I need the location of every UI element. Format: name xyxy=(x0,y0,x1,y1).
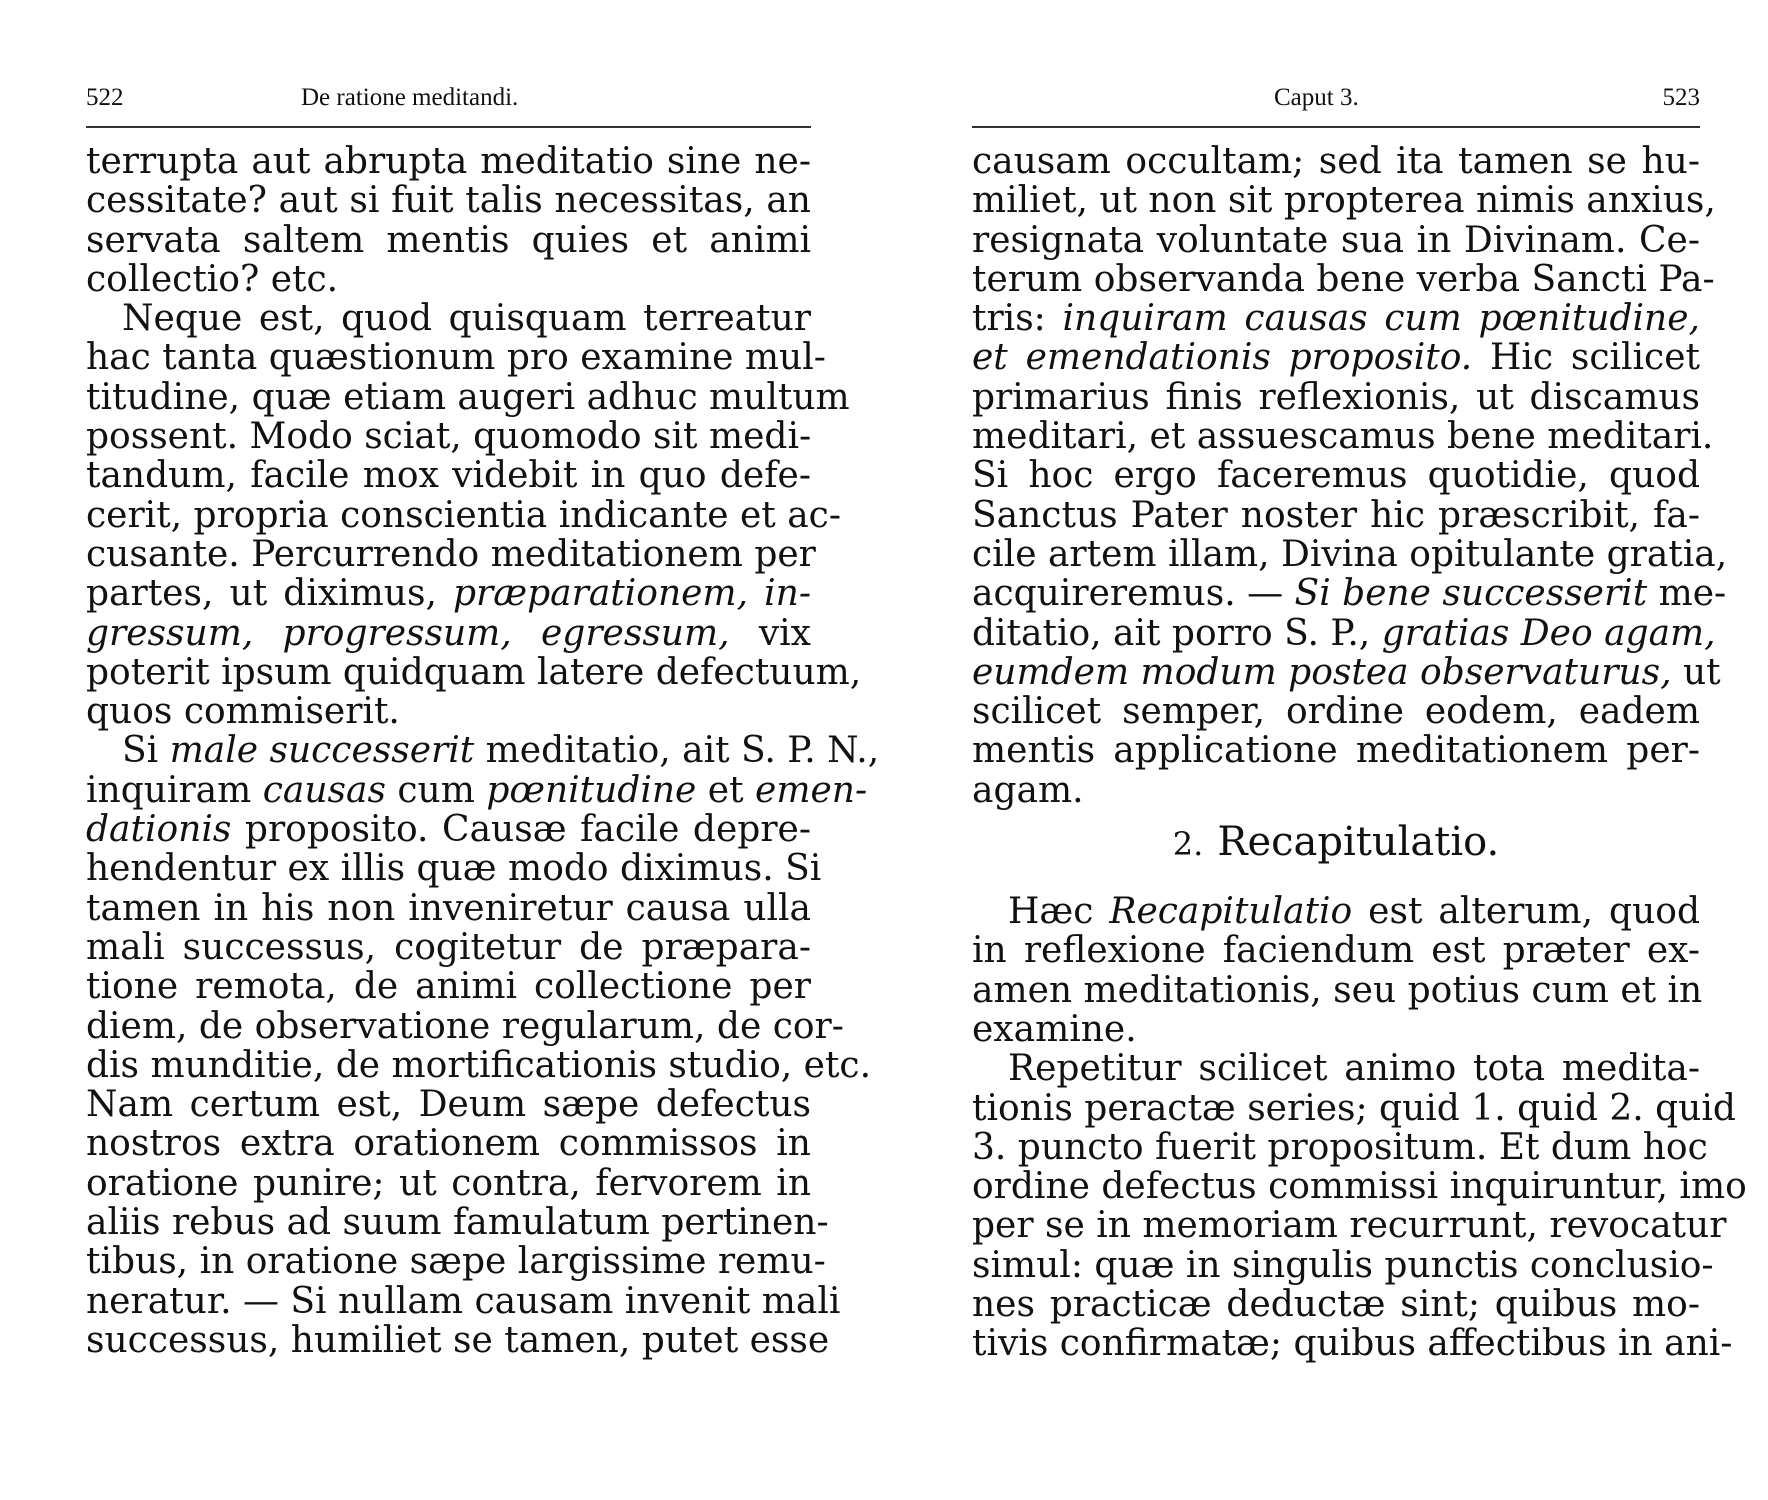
text-segment: est alterum, quod xyxy=(1352,891,1700,933)
text-segment: in reflexione faciendum est præter ex- xyxy=(972,930,1700,972)
text-line xyxy=(972,378,1700,417)
text-segment: scilicet semper, ordine eodem, eadem xyxy=(972,691,1700,733)
text-line xyxy=(86,533,816,575)
text-line xyxy=(972,692,1700,731)
page-number: 523 xyxy=(1662,84,1700,111)
text-line xyxy=(86,730,880,772)
text-segment: collectio? etc. xyxy=(86,258,339,300)
text-segment: tione remota, de animi collectione per xyxy=(86,966,811,1008)
text-segment: Sanctus Pater noster hic præscribit, fa- xyxy=(972,494,1700,536)
text-segment: Si hoc ergo faceremus quotidie, quod xyxy=(972,455,1700,497)
text-line xyxy=(86,1202,829,1244)
text-segment: mentis applicatione meditationem per- xyxy=(972,730,1700,772)
text-segment: primarius finis reflexionis, ut discamus xyxy=(972,376,1700,418)
text-line xyxy=(86,181,811,220)
text-segment: poterit ipsum quidquam latere defectuum, xyxy=(86,651,862,693)
text-line xyxy=(972,299,1700,338)
right-text-block xyxy=(972,141,1747,1365)
italic-text: gratias Deo agam, xyxy=(1381,612,1716,654)
text-line xyxy=(86,1319,830,1361)
text-line xyxy=(86,848,822,890)
section-heading xyxy=(972,810,1700,892)
text-line xyxy=(86,1044,872,1086)
text-segment: Hæc xyxy=(1008,891,1110,933)
running-head xyxy=(86,78,811,118)
text-line xyxy=(86,810,811,849)
text-segment: per se in memoriam recurrunt, revocatur xyxy=(972,1205,1727,1247)
text-line xyxy=(86,299,811,338)
text-segment: tibus, in oratione sæpe largissime remu- xyxy=(86,1241,826,1283)
text-segment: mali successus, cogitetur de præpara- xyxy=(86,926,811,968)
text-line xyxy=(86,456,811,495)
text-line xyxy=(972,338,1700,377)
text-segment: causam occultam; sed ita tamen se hu- xyxy=(972,141,1700,182)
text-segment: nostros extra orationem commissos in xyxy=(86,1123,811,1165)
text-line xyxy=(86,889,811,928)
text-segment: diem, de observatione regularum, de cor- xyxy=(86,1005,844,1047)
text-segment: amen meditationis, seu potius cum et in xyxy=(972,969,1703,1011)
text-segment: proposito. Causæ facile depre- xyxy=(231,809,811,851)
text-line xyxy=(86,1164,811,1203)
text-segment: me- xyxy=(1647,573,1727,615)
right-page xyxy=(972,78,1747,1365)
text-line xyxy=(972,573,1727,615)
page-number: 522 xyxy=(86,84,124,111)
text-segment: dis munditie, de mortificationis studio, etc. xyxy=(86,1044,872,1086)
text-segment: quos commiserit. xyxy=(86,691,400,733)
text-segment: cerit, propria conscientia indicante et ac- xyxy=(86,494,841,536)
header-rule xyxy=(972,126,1700,128)
text-line xyxy=(86,221,811,260)
italic-text: et emendationis proposito. xyxy=(972,337,1473,379)
text-segment: tivis confirmatæ; quibus affectibus in ani- xyxy=(972,1323,1733,1365)
italic-text: Recapitulatio xyxy=(1109,891,1353,933)
text-line xyxy=(972,1166,1747,1208)
text-line xyxy=(972,1010,1700,1049)
text-segment: cum xyxy=(385,769,487,811)
text-segment: tamen in his non inveniretur causa ulla xyxy=(86,887,811,929)
text-line xyxy=(86,928,811,967)
text-line xyxy=(86,614,811,653)
text-segment: hendentur ex illis quæ modo diximus. Si xyxy=(86,848,822,890)
text-segment: meditari, et assuescamus bene meditari. xyxy=(972,416,1714,458)
text-segment: aliis rebus ad suum famulatum pertinen- xyxy=(86,1202,829,1244)
text-line xyxy=(972,142,1700,181)
running-head xyxy=(972,78,1700,118)
text-line xyxy=(86,967,811,1006)
text-line xyxy=(972,1244,1714,1286)
text-line xyxy=(972,1323,1733,1365)
text-segment: hac tanta quæstionum pro examine mul- xyxy=(86,337,826,379)
running-title: De ratione meditandi. xyxy=(301,84,519,111)
italic-text: præparationem, in- xyxy=(453,573,811,615)
left-text-block xyxy=(86,141,880,1361)
text-segment: tandum, facile mox videbit in quo defe- xyxy=(86,455,811,497)
text-line xyxy=(972,1087,1736,1129)
text-line xyxy=(86,337,826,379)
text-line xyxy=(86,651,862,693)
italic-text: gressum, progressum, egressum, xyxy=(86,612,730,654)
text-segment: Repetitur scilicet animo tota medita- xyxy=(1008,1048,1700,1090)
text-line xyxy=(972,180,1716,222)
text-segment: acquireremus. — xyxy=(972,573,1295,615)
text-segment: successus, humiliet se tamen, putet esse xyxy=(86,1319,830,1361)
text-line xyxy=(86,1280,841,1322)
text-segment: oratione punire; ut contra, fervorem in xyxy=(86,1162,811,1204)
text-line xyxy=(86,692,811,731)
text-segment: ordine defectus commissi inquiruntur, imo xyxy=(972,1166,1747,1208)
text-line xyxy=(86,142,811,181)
text-segment: resignata voluntate sua in Divinam. Ce- xyxy=(972,219,1700,261)
text-line xyxy=(972,931,1700,970)
text-line xyxy=(86,1005,844,1047)
text-segment: ditatio, ait porro S. P., xyxy=(972,612,1382,654)
italic-text: causas xyxy=(262,769,386,811)
text-segment: vix xyxy=(729,612,811,654)
italic-text: pœnitudine xyxy=(486,769,697,811)
text-line xyxy=(972,496,1700,535)
text-segment: meditatio, ait S. P. N., xyxy=(474,730,880,772)
section-title: Recapitulatio. xyxy=(1217,819,1500,866)
text-segment: 3. puncto fuerit propositum. Et dum hoc xyxy=(972,1126,1708,1168)
header-rule xyxy=(86,126,811,128)
text-segment: Si xyxy=(122,730,170,772)
text-segment: cusante. Percurrendo meditationem per xyxy=(86,533,816,575)
section-number: 2. xyxy=(1172,825,1204,864)
text-line xyxy=(972,416,1714,458)
text-line xyxy=(86,376,850,418)
text-segment: et xyxy=(696,769,756,811)
text-segment: ut xyxy=(1671,651,1721,693)
italic-text: Si bene successerit xyxy=(1294,573,1648,615)
left-page xyxy=(86,78,880,1361)
text-segment: agam. xyxy=(972,769,1084,811)
text-segment: possent. Modo sciat, quomodo sit medi- xyxy=(86,416,812,458)
text-segment: examine. xyxy=(972,1008,1137,1050)
text-line xyxy=(972,221,1700,260)
text-line xyxy=(972,1205,1727,1247)
text-line xyxy=(86,769,868,811)
text-line xyxy=(972,771,1700,810)
text-line xyxy=(972,1049,1700,1088)
text-segment: terrupta aut abrupta meditatio sine ne- xyxy=(86,141,811,182)
text-line xyxy=(972,651,1721,693)
text-line xyxy=(972,892,1700,931)
text-segment: terum observanda bene verba Sancti Pa- xyxy=(972,258,1715,300)
text-segment: partes, ut diximus, xyxy=(86,573,454,615)
text-segment: Hic scilicet xyxy=(1472,337,1700,379)
italic-text: inquiram causas cum pœnitudine, xyxy=(1062,298,1700,340)
text-line xyxy=(972,1126,1708,1168)
text-segment: inquiram xyxy=(86,769,263,811)
text-segment: miliet, ut non sit propterea nimis anxius, xyxy=(972,180,1716,222)
italic-text: eumdem modum postea observaturus, xyxy=(972,651,1672,693)
text-line xyxy=(972,533,1728,575)
text-segment: titudine, quæ etiam augeri adhuc multum xyxy=(86,376,850,418)
text-segment: tionis peractæ series; quid 1. quid 2. quid xyxy=(972,1087,1736,1129)
text-line xyxy=(86,1124,811,1163)
text-line xyxy=(972,969,1703,1011)
text-line xyxy=(972,258,1715,300)
text-segment: Neque est, quod quisquam terreatur xyxy=(122,298,811,340)
text-line xyxy=(972,731,1700,770)
text-line xyxy=(86,1085,811,1124)
italic-text: dationis xyxy=(86,809,232,851)
italic-text: emen- xyxy=(755,769,868,811)
text-line xyxy=(86,1241,826,1283)
text-line xyxy=(972,1285,1700,1324)
italic-text: male successerit xyxy=(169,730,475,772)
text-segment: servata saltem mentis quies et animi xyxy=(86,219,811,261)
text-segment: neratur. — Si nullam causam invenit mali xyxy=(86,1280,841,1322)
text-segment: simul: quæ in singulis punctis conclusio- xyxy=(972,1244,1714,1286)
text-line xyxy=(86,260,811,299)
text-line xyxy=(972,612,1716,654)
text-line xyxy=(86,417,811,456)
text-segment: nes practicæ deductæ sint; quibus mo- xyxy=(972,1284,1700,1326)
text-segment: cile artem illam, Divina opitulante gratia, xyxy=(972,533,1728,575)
text-line xyxy=(86,494,841,536)
text-segment: Nam certum est, Deum sæpe defectus xyxy=(86,1084,811,1126)
text-line xyxy=(972,456,1700,495)
running-title: Caput 3. xyxy=(1274,84,1359,111)
text-segment: tris: xyxy=(972,298,1063,340)
text-line xyxy=(86,574,811,613)
text-segment: cessitate? aut si fuit talis necessitas, an xyxy=(86,180,811,222)
